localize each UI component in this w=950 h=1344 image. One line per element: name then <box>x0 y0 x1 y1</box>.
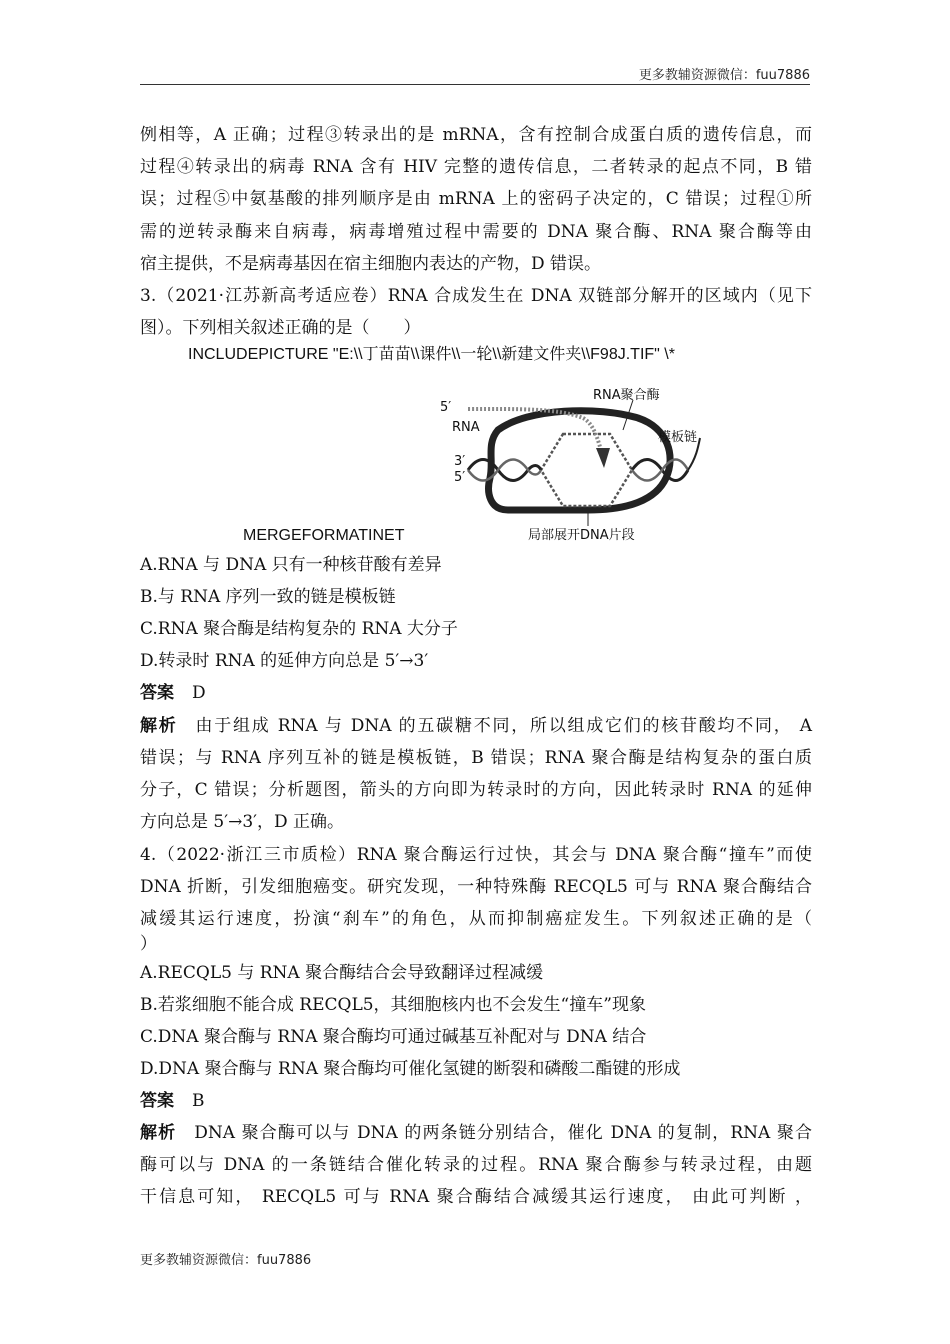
q4-analysis-line <box>140 1118 812 1148</box>
transcription-diagram <box>438 378 718 543</box>
intro-line: 过程④转录出的病毒 RNA 含有 HIV 完整的遗传信息，二者转录的起点不同，B 错 <box>140 157 812 177</box>
q3-stem-line: 3.（2021·江苏新高考适应卷）RNA 合成发生在 DNA 双链部分解开的区域内（见下 <box>140 286 812 306</box>
label-template-strand: 模板链 <box>658 430 698 445</box>
label-unwound-segment: 局部展开DNA片段 <box>528 528 635 543</box>
q3-answer-line <box>140 678 812 708</box>
intro-line: 例相等，A 正确；过程③转录出的是 mRNA，含有控制合成蛋白质的遗传信息，而 <box>140 125 812 145</box>
page-footer: 更多教辅资源微信：fuu7886 <box>140 1253 312 1268</box>
answer-value: D <box>192 683 206 703</box>
answer-label: 答案 <box>140 1091 174 1111</box>
q3-analysis-line: 分子，C 错误；分析题图，箭头的方向即为转录时的方向，因此转录时 RNA 的延伸 <box>140 780 812 800</box>
q3-option-c: C.RNA 聚合酶是结构复杂的 RNA 大分子 <box>140 619 458 639</box>
intro-line: 宿主提供，不是病毒基因在宿主细胞内表达的产物，D 错误。 <box>140 254 602 274</box>
q4-option-d: D.DNA 聚合酶与 RNA 聚合酶均可催化氢键的断裂和磷酸二酯键的形成 <box>140 1059 681 1079</box>
header-text: 更多教辅资源微信：fuu7886 <box>638 68 810 83</box>
transcription-figure <box>438 378 718 543</box>
q3-option-b: B.与 RNA 序列一致的链是模板链 <box>140 587 396 607</box>
label-3prime: 3′ <box>454 454 466 469</box>
q4-stem-line: ） <box>140 934 157 954</box>
label-5prime-bottom: 5′ <box>454 470 466 485</box>
field-code-includepicture: INCLUDEPICTURE "E:\\丁苗苗\\课件\\一轮\\新建文件夹\\F98J.TIF" \* <box>188 346 675 363</box>
q4-analysis-line: 酶可以与 DNA 的一条链结合催化转录的过程。RNA 聚合酶参与转录过程，由题 <box>140 1155 812 1175</box>
intro-line: 需的逆转录酶来自病毒，病毒增殖过程中需要的 DNA 聚合酶、RNA 聚合酶等由 <box>140 222 812 242</box>
q3-option-a: A.RNA 与 DNA 只有一种核苷酸有差异 <box>140 555 442 575</box>
q3-stem-line: 图）。下列相关叙述正确的是（ ） <box>140 318 421 338</box>
intro-line: 误；过程⑤中氨基酸的排列顺序是由 mRNA 上的密码子决定的，C 错误；过程①所 <box>140 189 812 209</box>
q4-option-a: A.RECQL5 与 RNA 聚合酶结合会导致翻译过程减缓 <box>140 963 544 983</box>
q4-analysis-line: 干信息可知， RECQL5 可与 RNA 聚合酶结合减缓其运行速度， 由此可判断 ， <box>140 1187 812 1207</box>
direction-arrow <box>596 448 610 468</box>
analysis-text: DNA 聚合酶可以与 DNA 的两条链分别结合，催化 DNA 的复制，RNA 聚合 <box>194 1123 813 1143</box>
q3-analysis-line <box>140 711 812 741</box>
q4-stem-line: DNA 折断，引发细胞癌变。研究发现，一种特殊酶 RECQL5 可与 RNA 聚合酶结合 <box>140 877 812 897</box>
answer-value: B <box>192 1091 205 1111</box>
label-rna: RNA <box>452 420 480 435</box>
q4-stem-line: 减缓其运行速度，扮演“刹车”的角色，从而抑制癌症发生。下列叙述正确的是（ <box>140 909 812 929</box>
q4-option-b: B.若浆细胞不能合成 RECQL5，其细胞核内也不会发生“撞车”现象 <box>140 995 646 1015</box>
analysis-label: 解析 <box>140 716 178 736</box>
label-rna-polymerase: RNA聚合酶 <box>593 388 660 403</box>
unwound-bubble <box>541 434 632 506</box>
q4-option-c: C.DNA 聚合酶与 RNA 聚合酶均可通过碱基互补配对与 DNA 结合 <box>140 1027 647 1047</box>
q3-analysis-line: 错误；与 RNA 序列互补的链是模板链，B 错误；RNA 聚合酶是结构复杂的蛋白质 <box>140 748 812 768</box>
analysis-label: 解析 <box>140 1123 177 1143</box>
q4-stem-line: 4.（2022·浙江三市质检）RNA 聚合酶运行过快，其会与 DNA 聚合酶“撞车”而使 <box>140 845 812 865</box>
q4-answer-line <box>140 1086 812 1116</box>
answer-label: 答案 <box>140 683 174 703</box>
q3-analysis-line: 方向总是 5′→3′，D 正确。 <box>140 812 345 832</box>
analysis-text: 由于组成 RNA 与 DNA 的五碳糖不同，所以组成它们的核苷酸均不同， A <box>195 716 812 736</box>
field-code-mergeformat: MERGEFORMATINET <box>243 527 405 544</box>
page-header <box>140 62 810 85</box>
label-5prime-top: 5′ <box>440 400 452 415</box>
q3-option-d: D.转录时 RNA 的延伸方向总是 5′→3′ <box>140 651 429 671</box>
